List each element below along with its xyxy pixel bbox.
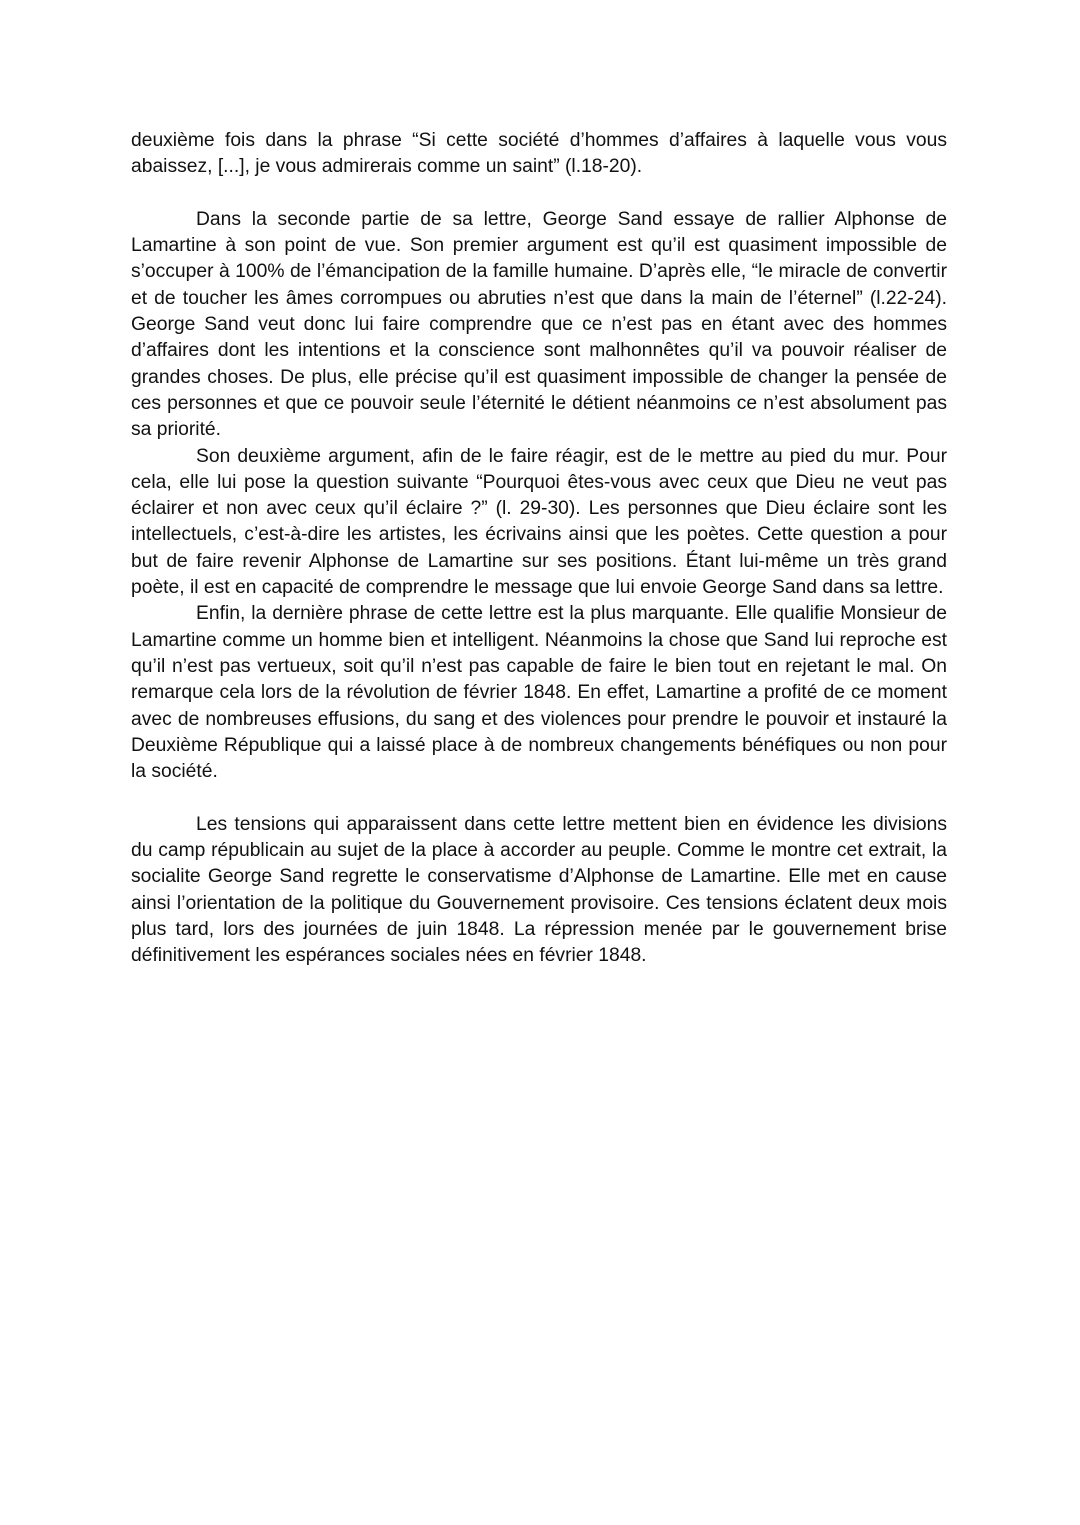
paragraph-continuation: deuxième fois dans la phrase “Si cette société d’hommes d’affaires à laquelle vous vous abaissez, [...], je vous admirerais comme un saint” (l.18-20). [131, 130, 947, 178]
paragraph-last-sentence: Enfin, la dernière phrase de cette lettre est la plus marquante. Elle qualifie Monsieur de Lamartine comme un homme bien et intelligent. Néanmoins la chose que Sand lui reproche est qu’il n’est pas vertueux, soit qu’il n’est pas capable de faire le bien tout en rejetant le mal. On remarque cela lors de la révolution de février 1848. En effet, Lamartine a profité de ce moment avec de nombreuses effusions, du sang et des violences pour prendre le pouvoir et instauré la Deuxième République qui a laissé place à de nombreux changements bénéfiques ou non pour la société. [131, 603, 947, 783]
paragraph-conclusion: Les tensions qui apparaissent dans cette lettre mettent bien en évidence les divisions du camp républicain au sujet de la place à accorder au peuple. Comme le montre cet extrait, la socialite George Sand regrette le conservatisme d’Alphonse de Lamartine. Elle met en cause ainsi l’orientation de la politique du Gouvernement provisoire. Ces tensions éclatent deux mois plus tard, lors des journées de juin 1848. La répression menée par le gouvernement brise définitivement les espérances sociales nées en février 1848. [131, 813, 947, 967]
paragraph-second-argument: Son deuxième argument, afin de le faire réagir, est de le mettre au pied du mur. Pour cela, elle lui pose la question suivante “Pourquoi êtes-vous avec ceux que Dieu ne veut pas éclairer et non avec ceux qu’il éclaire ?” (l. 29-30). Les personnes que Dieu éclaire sont les intellectuels, c’est-à-dire les artistes, les écrivains ainsi que les poètes. Cette question a pour but de faire revenir Alphonse de Lamartine sur ses positions. Étant lui-même un très grand poète, il est en capacité de comprendre le message que lui envoie George Sand dans sa lettre. [131, 445, 947, 599]
paragraph-gap [131, 181, 947, 207]
paragraph-gap [131, 785, 947, 811]
paragraph-first-argument: Dans la seconde partie de sa lettre, George Sand essaye de rallier Alphonse de Lamartine à son point de vue. Son premier argument est qu’il est quasiment impossible de s’occuper à 100% de l’émancipation de la famille humaine. D’après elle, “le miracle de convertir et de toucher les âmes corrompues ou abruties n’est que dans la main de l’éternel” (l.22-24). George Sand veut donc lui faire comprendre que ce n’est pas en étant avec des hommes d’affaires dont les intentions et la conscience sont malhonnêtes qu’il va pouvoir réaliser de grandes choses. De plus, elle précise qu’il est quasiment impossible de changer la pensée de ces personnes et que ce pouvoir seule l’éternité le détient néanmoins ce n’est absolument pas sa priorité. [131, 208, 947, 441]
document-body [131, 128, 947, 970]
